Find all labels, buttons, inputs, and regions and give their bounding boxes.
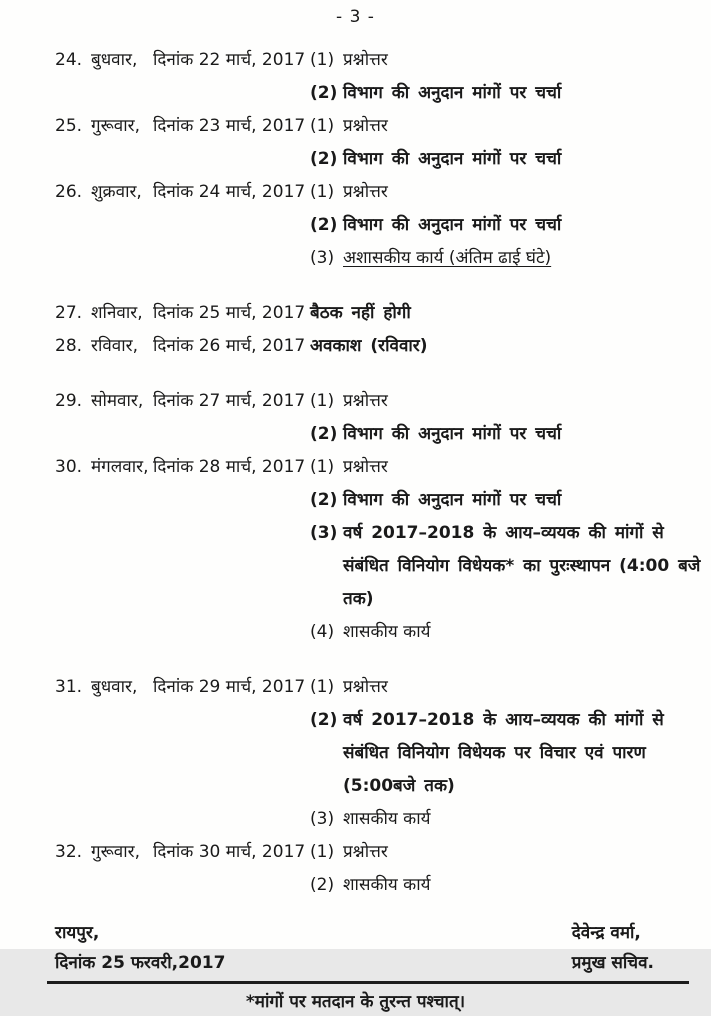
agenda-item-marker: (1) [310,677,335,697]
entry-day: शनिवार, [91,303,143,323]
entry-agenda [310,451,703,649]
entry-date: दिनांक 28 मार्च, 2017 [153,457,306,477]
footer-signatory [572,918,654,978]
entry-agenda [310,110,703,176]
agenda-item [310,517,703,616]
entry-agenda [310,836,703,902]
entry-agenda [310,176,703,275]
agenda-item-marker: (3) [310,809,335,829]
agenda-item-text: शासकीय कार्य [343,622,431,642]
agenda-item [310,176,703,209]
signatory-name: देवेन्द्र वर्मा, [571,923,641,943]
agenda-item [310,836,703,869]
entry-agenda [310,385,703,451]
agenda-item-text: अवकाश (रविवार) [310,336,428,356]
entry-number: 32. [55,842,83,862]
agenda-item-text: प्रश्नोत्तर [343,50,388,70]
entry-number: 31. [55,677,83,697]
agenda-item-marker: (1) [310,391,335,411]
footnote: *मांगों पर मतदान के तुरन्त पश्चात्। [245,992,466,1012]
agenda-item-marker: (2) [310,83,338,103]
entry-head [55,671,310,704]
agenda-item-text: शासकीय कार्य [343,809,431,829]
agenda-item [310,242,703,275]
agenda-item-marker: (1) [310,842,335,862]
agenda-item [310,418,703,451]
agenda-item [310,616,703,649]
agenda-item [310,110,703,143]
footer-place-date [55,918,225,978]
agenda-item-text: विभाग की अनुदान मांगों पर चर्चा [343,424,562,444]
agenda-item-text: प्रश्नोत्तर [343,677,388,697]
document-footer [0,918,711,978]
agenda-item-marker: (3) [310,248,335,268]
footer-date: दिनांक 25 फरवरी,2017 [55,953,226,973]
agenda-item [310,704,703,803]
entry-head [55,330,310,363]
agenda-item [310,671,703,704]
entry-agenda [310,671,703,836]
entry-agenda [310,330,703,363]
entry-head [55,385,310,418]
agenda-item [310,385,703,418]
agenda-item-text: वर्ष 2017–2018 के आय–व्ययक की मांगों से संबंधित विनियोग विधेयक* का पुरःस्थापन (4:00 बजे तक) [343,523,701,609]
agenda-item-text: विभाग की अनुदान मांगों पर चर्चा [343,490,562,510]
entry-date: दिनांक 25 मार्च, 2017 [153,303,306,323]
agenda-item-marker: (1) [310,116,335,136]
entry-number: 26. [55,182,83,202]
agenda-item-marker: (2) [310,710,338,730]
entry-day: मंगलवार, [91,457,149,477]
schedule-entry [55,297,703,330]
schedule-entry [55,110,703,176]
agenda-item-text: प्रश्नोत्तर [343,182,388,202]
agenda-item [310,803,703,836]
schedule-entry [55,176,703,275]
agenda-item-text: विभाग की अनुदान मांगों पर चर्चा [343,215,562,235]
agenda-item-marker: (3) [310,523,338,543]
agenda-item [310,297,703,330]
entry-day: गुरूवार, [91,842,140,862]
entry-head [55,44,310,77]
entry-head [55,297,310,330]
entry-agenda [310,44,703,110]
agenda-item-text: शासकीय कार्य [343,875,431,895]
agenda-item-text: प्रश्नोत्तर [343,457,388,477]
agenda-item-text: प्रश्नोत्तर [343,391,388,411]
schedule-entry [55,836,703,902]
schedule-entry [55,451,703,649]
agenda-item-marker: (4) [310,622,335,642]
entry-head [55,176,310,209]
agenda-item [310,330,703,363]
agenda-item-marker: (1) [310,50,335,70]
schedule-entry [55,385,703,451]
agenda-item [310,451,703,484]
agenda-item [310,484,703,517]
entry-date: दिनांक 24 मार्च, 2017 [153,182,306,202]
agenda-item [310,209,703,242]
entry-date: दिनांक 22 मार्च, 2017 [153,50,306,70]
footer-place: रायपुर, [55,923,100,943]
entry-number: 30. [55,457,83,477]
agenda-item-text: बैठक नहीं होगी [310,303,411,323]
agenda-item-marker: (2) [310,149,338,169]
agenda-item [310,143,703,176]
agenda-item-marker: (1) [310,457,335,477]
agenda-item-marker: (2) [310,215,338,235]
schedule-entry [55,671,703,836]
schedule-entry [55,44,703,110]
entry-head [55,451,310,484]
entry-date: दिनांक 26 मार्च, 2017 [153,336,306,356]
entry-day: गुरूवार, [91,116,140,136]
entry-day: बुधवार, [91,50,138,70]
entry-number: 29. [55,391,83,411]
entry-agenda [310,297,703,330]
entry-day: रविवार, [91,336,139,356]
entry-day: बुधवार, [91,677,138,697]
agenda-item-marker: (1) [310,182,335,202]
entry-day: शुक्रवार, [91,182,142,202]
agenda-item-text: वर्ष 2017–2018 के आय–व्ययक की मांगों से संबंधित विनियोग विधेयक पर विचार एवं पारण (5:00बजे तक) [343,710,664,796]
agenda-item-marker: (2) [310,424,338,444]
agenda-item-text: प्रश्नोत्तर [343,116,388,136]
entry-number: 27. [55,303,83,323]
page-number: - 3 - [336,7,375,27]
agenda-item [310,77,703,110]
agenda-item [310,44,703,77]
schedule-entry [55,330,703,363]
entry-head [55,836,310,869]
entry-number: 24. [55,50,83,70]
signatory-title: प्रमुख सचिव. [571,953,654,973]
agenda-item-text: विभाग की अनुदान मांगों पर चर्चा [343,149,562,169]
entry-day: सोमवार, [91,391,144,411]
entry-date: दिनांक 23 मार्च, 2017 [153,116,306,136]
agenda-item-text: प्रश्नोत्तर [343,842,388,862]
schedule-list [0,44,711,902]
entry-date: दिनांक 29 मार्च, 2017 [153,677,306,697]
entry-number: 28. [55,336,83,356]
footer-rule [47,981,689,984]
agenda-item-marker: (2) [310,490,338,510]
entry-date: दिनांक 27 मार्च, 2017 [153,391,306,411]
agenda-item-text: विभाग की अनुदान मांगों पर चर्चा [343,83,562,103]
agenda-item-marker: (2) [310,875,335,895]
entry-date: दिनांक 30 मार्च, 2017 [153,842,306,862]
agenda-item-text: अशासकीय कार्य (अंतिम ढाई घंटे) [343,248,552,268]
entry-number: 25. [55,116,83,136]
entry-head [55,110,310,143]
agenda-item [310,869,703,902]
